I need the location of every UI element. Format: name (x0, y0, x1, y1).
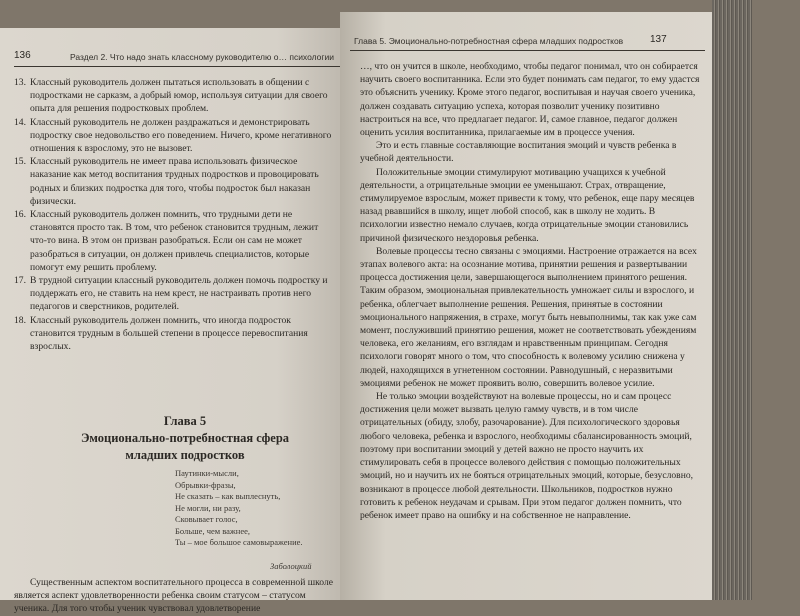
numbered-list (14, 76, 334, 353)
list-item (14, 208, 334, 274)
epigraph-line: Больше, чем важнее, (175, 525, 251, 536)
paragraph: Это и есть главные составляющие воспитания эмоций и чувств ребенка в учебной деятельности. (360, 140, 677, 165)
list-item (14, 314, 334, 354)
list-item-text: Классный руководитель не должен раздражаться и демонстрировать подростку свое недовольство его поведением. Ничего, кроме негативного отношения к взрослому, это не вызовет. (30, 116, 332, 155)
list-item (14, 76, 334, 116)
chapter-heading (70, 413, 300, 464)
list-item-text: Классный руководитель должен помнить, что иногда подросток становится трудным в большей степени в процессе перевоспитания взрослых. (30, 314, 308, 353)
epigraph-line: Ты – мое большое самовыражение. (175, 537, 303, 547)
paragraph: Положительные эмоции стимулируют мотивацию учащихся к учебной деятельности, а отрицательные эмоции ее уменьшают. Страх, отвращение, стимулируемое взрослым, может привести к тому, что ребенок, еще пару месяцев назад рвавшийся в школу, ищет любой способ, как в школу не ходить. В психологии известно немало случаев, когда отрицательные эмоции становились причиной физического нездоровья ребенка. (360, 166, 695, 244)
epigraph-line: Сковывает голос, (175, 514, 238, 524)
paragraph: Не только эмоции воздействуют на волевые процессы, но и сам процесс достижения цели может вызвать целую гамму чувств, и в том числе отрицательных (обиду, злобу, разочарование). Для психологического здоровья любого человека, ребенка и взрослого, необходимы сбалансированность эмоций, поэтому при воспитании эмоций у детей важно не просто научить их стимулировать себя в процессе волевого действия с помощью положительных эмоций, но и научить их не бояться отрицательных эмоций, которые, безусловно, возникают в процессе любой деятельности. Школьников, подростков нужно готовить к ребенок неудачам и срывам. При этом педагог должен помнить, что ребенок имеет право на ошибку и на собственное не направление. (360, 391, 694, 521)
list-item-number: 15. (14, 156, 26, 168)
chapter-number: Глава 5 (163, 414, 207, 428)
list-item-number: 18. (14, 314, 26, 326)
list-item-text: В трудной ситуации классный руководитель должен помочь подростку и поддержать его, не ставить на нем крест, не настраивать против него педагогов и сверстников, родителей. (30, 275, 328, 313)
list-item-number: 17. (14, 275, 26, 287)
page-number-right: 137 (650, 34, 667, 45)
header-rule-right (350, 50, 705, 51)
page-edges (712, 0, 752, 600)
epigraph-author: Заболоцкий (270, 561, 312, 571)
list-item (14, 274, 334, 314)
list-item-number: 14. (14, 116, 26, 128)
epigraph (175, 468, 303, 549)
epigraph-line: Паутинки-мысли, (175, 468, 239, 478)
list-item (14, 155, 334, 208)
running-head-left: Раздел 2. Что надо знать классному руководителю о… психологии (70, 52, 335, 62)
chapter-title-line-1: Эмоционально-потребностная сфера (80, 431, 290, 445)
right-page (340, 12, 720, 600)
paragraph: Волевые процессы тесно связаны с эмоциями. Настроение отражается на всех этапах волевого акта: на осознание мотива, принятии решения и развертывании процесса достижения цели, завершающегося выполнением принятого решения. Таким образом, эмоциональная привлекательность умножает силы и взрослого, и ребенка, облегчает выполнение решения. Решения, принятые в состоянии эмоционального напряжения, в страхе, могут быть невыполнимы, так как уже сам момент, послуживший принятию решения, может не соответствовать убеждениям человека, его желаниям, его взглядам и нравственным принципам. Сегодня психологи говорят много о том, что способность к волевому усилию снижена у людей, находящихся в угнетенном состоянии. Равнодушный, с неразвитыми эмоциями ребенок не может проявить волю, совершить волевое усилие. (360, 245, 697, 389)
epigraph-line: Не сказать – как выплеснуть, (175, 491, 281, 501)
epigraph-line: Обрывки-фразы, (175, 479, 236, 490)
bottom-paragraph: Существенным аспектом воспитательного процесса в современной школе является аспект удовлетворенности ребенка своим статусом – статусом ученика. Для того чтобы ученик чувствовал удовлетворение (14, 577, 334, 615)
list-item-text: Классный руководитель не имеет права использовать физическое наказание как метод воспитания трудных подростков и провоцировать родных и близких подростка для того, чтобы подросток был наказан физически. (30, 156, 319, 207)
list-item-number: 16. (14, 209, 26, 221)
page-number-left: 136 (14, 50, 31, 61)
list-item-text: Классный руководитель должен пытаться использовать в общении с подростками не сарказм, а добрый юмор, используя ситуации для своего опыта для решения подростковых проблем. (30, 77, 328, 115)
header-rule-left (14, 66, 342, 67)
running-head-right: Глава 5. Эмоционально-потребностная сфера младших подростков (354, 36, 624, 46)
body-text (360, 60, 700, 522)
chapter-title-line-2: младших подростков (125, 448, 245, 462)
list-item (14, 116, 334, 156)
epigraph-line: Не могли, ни разу, (175, 502, 241, 513)
list-item-number: 13. (14, 77, 26, 88)
paragraph: …, что он учится в школе, необходимо, чтобы педагог понимал, что он собирается научить своего воспитанника. Если это будет понимать сам педагог, то ему удастся это объяснить ученику. Кроме этого педагог, воспитывая и научая своего ученика, должен создавать ситуацию успеха, которая позволит ученику позитивно настроиться на все, что предлагает педагог. И, самое главное, педагог должен оценить усилия воспитанника, прилагаемые им в процессе учения. (360, 61, 700, 139)
left-page (0, 28, 346, 615)
list-item-text: Классный руководитель должен помнить, что трудными дети не становятся просто так. В том, что ребенок становится трудным, лежит что-то вина. В этом он призван разобраться. Если он сам не может разобраться в ситуации, он должен привлечь специалистов, которые помогут ему решить проблему. (30, 209, 319, 273)
